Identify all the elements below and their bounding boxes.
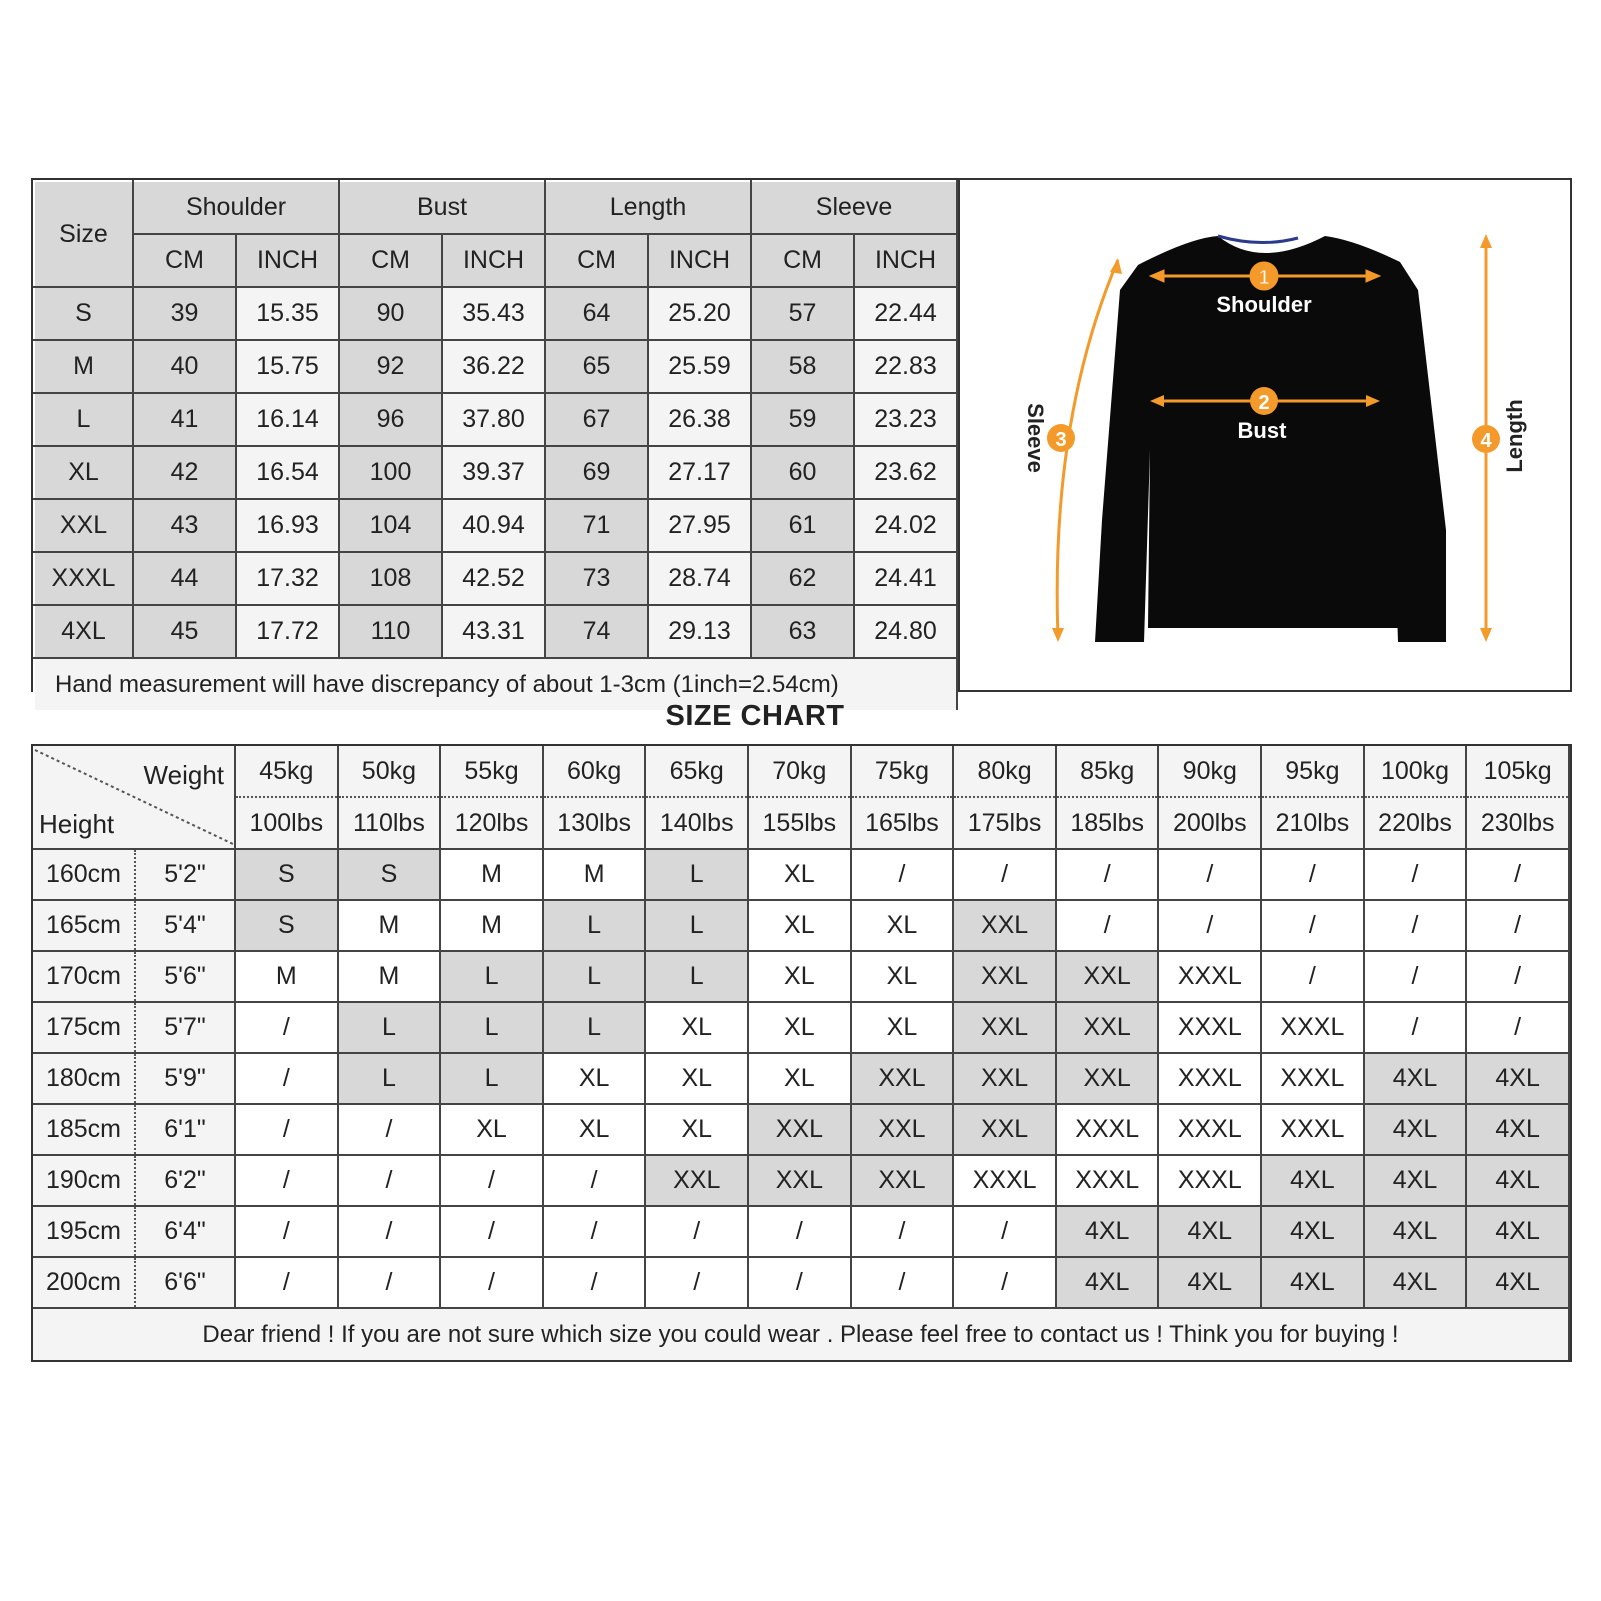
measurement-value: 40 [133,340,236,393]
size-recommendation-cell: 4XL [1158,1206,1261,1257]
size-chart-title: SIZE CHART [665,700,845,732]
measurement-value: 108 [339,552,442,605]
weight-kg-header: 100kg [1364,746,1467,797]
svg-text:2: 2 [1258,392,1270,414]
weight-kg-header: 95kg [1261,746,1364,797]
size-recommendation-cell: / [235,1257,338,1308]
size-recommendation-cell: / [440,1206,543,1257]
size-recommendation-cell: / [1364,951,1467,1002]
size-recommendation-cell: S [235,849,338,900]
height-cm-cell: 195cm [33,1206,135,1257]
measurement-value: 45 [133,605,236,658]
weight-lbs-header: 140lbs [645,797,748,849]
weight-label: Weight [143,760,224,790]
size-recommendation-cell: 4XL [1364,1053,1467,1104]
weight-kg-header: 45kg [235,746,338,797]
measurement-value: 22.44 [854,287,957,340]
measurement-value: 71 [545,499,648,552]
measurement-value: 35.43 [442,287,545,340]
size-recommendation-cell: / [338,1206,441,1257]
size-recommendation-cell: / [748,1257,851,1308]
size-recommendation-cell: M [235,951,338,1002]
measurement-value: 62 [751,552,854,605]
size-recommendation-cell: XXL [953,951,1056,1002]
size-recommendation-cell: / [1261,951,1364,1002]
size-recommendation-cell: 4XL [1056,1206,1159,1257]
measurement-value: 27.17 [648,446,751,499]
measurement-value: 65 [545,340,648,393]
size-recommendation-cell: XXL [851,1155,954,1206]
measurement-value: 24.02 [854,499,957,552]
measurement-value: 43.31 [442,605,545,658]
weight-kg-header: 50kg [338,746,441,797]
size-recommendation-cell: / [1261,900,1364,951]
size-cell: S [34,287,133,340]
length-label: Length [1502,399,1528,473]
weight-lbs-header: 200lbs [1158,797,1261,849]
size-recommendation-cell: / [338,1257,441,1308]
size-recommendation-cell: 4XL [1466,1104,1569,1155]
size-recommendation-cell: / [543,1206,646,1257]
size-recommendation-cell: XL [645,1053,748,1104]
measurement-note: Hand measurement will have discrepancy of about 1-3cm (1inch=2.54cm) [34,658,957,710]
measurement-value: 74 [545,605,648,658]
size-recommendation-cell: XL [543,1053,646,1104]
bust-label: Bust [1237,418,1287,443]
measurement-value: 29.13 [648,605,751,658]
weight-lbs-header: 155lbs [748,797,851,849]
size-recommendation-cell: / [953,1206,1056,1257]
measurement-value: 15.75 [236,340,339,393]
size-recommendation-cell: / [851,849,954,900]
size-recommendation-cell: / [440,1155,543,1206]
size-recommendation-cell: 4XL [1466,1053,1569,1104]
measurement-value: 22.83 [854,340,957,393]
size-recommendation-cell: L [338,1053,441,1104]
size-recommendation-cell: XXL [953,1104,1056,1155]
svg-text:3: 3 [1055,429,1067,451]
measurement-row [34,499,957,552]
height-ft-cell: 6'2" [135,1155,235,1206]
measurement-value: 36.22 [442,340,545,393]
recommendation-section [31,744,1572,1362]
size-recommendation-cell: XXL [953,900,1056,951]
measurement-value: 110 [339,605,442,658]
height-ft-cell: 6'1" [135,1104,235,1155]
size-recommendation-cell: 4XL [1261,1155,1364,1206]
size-recommendation-cell: XXL [1056,1053,1159,1104]
size-recommendation-cell: / [338,1104,441,1155]
group-header-bust: Bust [339,181,545,234]
measurement-value: 23.23 [854,393,957,446]
measurement-section [31,178,1572,698]
size-recommendation-cell: XXXL [1158,1002,1261,1053]
size-recommendation-cell: XXL [953,1053,1056,1104]
weight-kg-header: 105kg [1466,746,1569,797]
weight-lbs-header: 175lbs [953,797,1056,849]
size-recommendation-cell: / [1056,900,1159,951]
measurement-row [34,605,957,658]
measurement-value: 58 [751,340,854,393]
weight-lbs-header: 230lbs [1466,797,1569,849]
unit-header-inch: INCH [442,234,545,287]
weight-kg-header: 60kg [543,746,646,797]
size-recommendation-cell: / [953,1257,1056,1308]
measurement-value: 16.14 [236,393,339,446]
measurement-value: 57 [751,287,854,340]
measurement-row [34,340,957,393]
size-recommendation-cell: XL [748,849,851,900]
size-cell: M [34,340,133,393]
measurement-value: 67 [545,393,648,446]
weight-kg-header: 55kg [440,746,543,797]
size-recommendation-cell: XXXL [1158,1053,1261,1104]
size-recommendation-cell: 4XL [1364,1206,1467,1257]
size-recommendation-cell: 4XL [1466,1206,1569,1257]
measurement-value: 104 [339,499,442,552]
unit-header-cm: CM [339,234,442,287]
size-recommendation-cell: XL [748,1002,851,1053]
size-recommendation-cell: / [1466,900,1569,951]
size-recommendation-cell: L [543,951,646,1002]
size-recommendation-cell: XXL [748,1155,851,1206]
size-recommendation-cell: / [543,1257,646,1308]
size-recommendation-cell: XXXL [1261,1104,1364,1155]
size-recommendation-cell: XL [543,1104,646,1155]
size-recommendation-cell: / [1261,849,1364,900]
measurement-value: 24.41 [854,552,957,605]
measurement-value: 92 [339,340,442,393]
size-recommendation-cell: XXL [953,1002,1056,1053]
size-recommendation-cell: / [235,1002,338,1053]
size-recommendation-cell: XXXL [953,1155,1056,1206]
size-recommendation-cell: 4XL [1364,1104,1467,1155]
size-recommendation-cell: XL [645,1002,748,1053]
size-recommendation-cell: S [235,900,338,951]
weight-kg-header: 70kg [748,746,851,797]
size-recommendation-cell: / [235,1206,338,1257]
size-recommendation-cell: / [440,1257,543,1308]
size-recommendation-cell: XXXL [1158,1104,1261,1155]
height-ft-cell: 6'6" [135,1257,235,1308]
height-ft-cell: 5'2" [135,849,235,900]
height-row [33,1257,1569,1308]
size-recommendation-cell: XL [851,1002,954,1053]
unit-header-cm: CM [133,234,236,287]
height-cm-cell: 190cm [33,1155,135,1206]
unit-header-inch: INCH [648,234,751,287]
size-recommendation-cell: / [1056,849,1159,900]
weight-kg-header: 80kg [953,746,1056,797]
size-recommendation-cell: L [543,1002,646,1053]
unit-header-inch: INCH [236,234,339,287]
size-recommendation-cell: XL [748,951,851,1002]
measurement-value: 96 [339,393,442,446]
height-ft-cell: 5'9" [135,1053,235,1104]
height-row [33,1155,1569,1206]
weight-lbs-header: 220lbs [1364,797,1467,849]
shoulder-label: Shoulder [1216,292,1312,317]
size-recommendation-cell: XL [748,900,851,951]
unit-header-inch: INCH [854,234,957,287]
height-cm-cell: 175cm [33,1002,135,1053]
measurement-value: 27.95 [648,499,751,552]
size-recommendation-cell: / [1364,900,1467,951]
measurement-row [34,287,957,340]
weight-lbs-header: 165lbs [851,797,954,849]
size-recommendation-cell: 4XL [1056,1257,1159,1308]
measurement-value: 61 [751,499,854,552]
unit-header-cm: CM [751,234,854,287]
size-recommendation-cell: 4XL [1364,1155,1467,1206]
size-recommendation-cell: L [645,951,748,1002]
weight-lbs-header: 110lbs [338,797,441,849]
size-recommendation-cell: XXXL [1056,1155,1159,1206]
size-recommendation-cell: / [235,1104,338,1155]
size-recommendation-cell: / [953,849,1056,900]
measurement-value: 25.20 [648,287,751,340]
measurement-value: 43 [133,499,236,552]
measurement-value: 44 [133,552,236,605]
weight-lbs-header: 120lbs [440,797,543,849]
weight-lbs-header: 130lbs [543,797,646,849]
size-recommendation-cell: / [748,1206,851,1257]
size-recommendation-cell: / [851,1257,954,1308]
length-arrow [1472,234,1500,642]
size-recommendation-cell: L [645,849,748,900]
size-recommendation-cell: XL [645,1104,748,1155]
size-recommendation-cell: XXXL [1158,1155,1261,1206]
height-row [33,900,1569,951]
measurement-value: 17.32 [236,552,339,605]
measurement-value: 73 [545,552,648,605]
size-recommendation-cell: / [1158,849,1261,900]
size-recommendation-cell: XXL [851,1053,954,1104]
size-recommendation-cell: / [235,1155,338,1206]
group-header-sleeve: Sleeve [751,181,957,234]
measurement-value: 16.54 [236,446,339,499]
measurement-value: 60 [751,446,854,499]
group-header-shoulder: Shoulder [133,181,339,234]
size-cell: XL [34,446,133,499]
size-recommendation-cell: 4XL [1261,1206,1364,1257]
svg-text:1: 1 [1258,267,1270,289]
measurement-value: 90 [339,287,442,340]
measurement-value: 37.80 [442,393,545,446]
unit-header-cm: CM [545,234,648,287]
size-recommendation-cell: M [338,900,441,951]
measurement-value: 23.62 [854,446,957,499]
size-recommendation-cell: XL [748,1053,851,1104]
height-row [33,951,1569,1002]
measurement-value: 28.74 [648,552,751,605]
garment-diagram [958,180,1570,690]
size-recommendation-cell: XXXL [1158,951,1261,1002]
size-recommendation-cell: XXL [851,1104,954,1155]
height-row [33,1104,1569,1155]
sweater-illustration [960,180,1574,690]
measurement-value: 25.59 [648,340,751,393]
svg-text:4: 4 [1480,430,1492,452]
size-recommendation-cell: / [338,1155,441,1206]
size-recommendation-cell: XXL [1056,1002,1159,1053]
size-header: Size [34,181,133,287]
weight-kg-header: 85kg [1056,746,1159,797]
weight-height-corner [33,746,235,849]
size-recommendation-cell: / [851,1206,954,1257]
size-recommendation-cell: / [645,1206,748,1257]
height-ft-cell: 6'4" [135,1206,235,1257]
group-header-length: Length [545,181,751,234]
weight-lbs-header: 100lbs [235,797,338,849]
measurement-row [34,552,957,605]
size-recommendation-cell: / [543,1155,646,1206]
size-cell: 4XL [34,605,133,658]
height-cm-cell: 170cm [33,951,135,1002]
measurement-table [33,180,958,710]
size-recommendation-cell: / [235,1053,338,1104]
size-recommendation-cell: 4XL [1261,1257,1364,1308]
size-recommendation-cell: / [645,1257,748,1308]
size-recommendation-cell: S [338,849,441,900]
size-recommendation-cell: / [1466,1002,1569,1053]
footer-note: Dear friend ! If you are not sure which size you could wear . Please feel free to contact us ! Think you for buying ! [33,1308,1569,1360]
height-cm-cell: 200cm [33,1257,135,1308]
measurement-value: 16.93 [236,499,339,552]
size-recommendation-cell: / [1466,951,1569,1002]
size-recommendation-cell: XXXL [1261,1053,1364,1104]
size-recommendation-cell: L [645,900,748,951]
size-recommendation-cell: M [440,900,543,951]
measurement-value: 39.37 [442,446,545,499]
size-recommendation-cell: XL [851,951,954,1002]
size-recommendation-cell: L [440,1053,543,1104]
size-recommendation-cell: M [338,951,441,1002]
height-cm-cell: 165cm [33,900,135,951]
recommendation-table [33,746,1570,1360]
size-recommendation-cell: L [440,951,543,1002]
height-ft-cell: 5'6" [135,951,235,1002]
height-row [33,1053,1569,1104]
height-ft-cell: 5'4" [135,900,235,951]
height-cm-cell: 180cm [33,1053,135,1104]
measurement-value: 100 [339,446,442,499]
size-recommendation-cell: XXXL [1261,1002,1364,1053]
size-recommendation-cell: / [1466,849,1569,900]
weight-kg-header: 90kg [1158,746,1261,797]
sleeve-label: Sleeve [1023,403,1049,473]
height-row [33,1206,1569,1257]
size-recommendation-cell: M [543,849,646,900]
size-recommendation-cell: L [543,900,646,951]
height-cm-cell: 160cm [33,849,135,900]
height-label: Height [39,809,115,839]
size-cell: L [34,393,133,446]
measurement-value: 41 [133,393,236,446]
size-recommendation-cell: XXL [645,1155,748,1206]
size-recommendation-cell: / [1364,1002,1467,1053]
size-recommendation-cell: XL [440,1104,543,1155]
size-recommendation-cell: XXXL [1056,1104,1159,1155]
weight-lbs-header: 185lbs [1056,797,1159,849]
size-recommendation-cell: 4XL [1158,1257,1261,1308]
measurement-value: 24.80 [854,605,957,658]
measurement-value: 26.38 [648,393,751,446]
measurement-row [34,393,957,446]
measurement-value: 40.94 [442,499,545,552]
measurement-value: 64 [545,287,648,340]
size-recommendation-cell: 4XL [1364,1257,1467,1308]
measurement-row [34,446,957,499]
measurement-value: 42 [133,446,236,499]
measurement-value: 59 [751,393,854,446]
measurement-value: 63 [751,605,854,658]
size-recommendation-cell: M [440,849,543,900]
height-row [33,849,1569,900]
measurement-value: 15.35 [236,287,339,340]
height-row [33,1002,1569,1053]
size-recommendation-cell: / [1364,849,1467,900]
height-ft-cell: 5'7" [135,1002,235,1053]
size-cell: XXL [34,499,133,552]
size-recommendation-cell: 4XL [1466,1257,1569,1308]
measurement-value: 39 [133,287,236,340]
measurement-value: 17.72 [236,605,339,658]
measurement-value: 69 [545,446,648,499]
weight-kg-header: 65kg [645,746,748,797]
size-recommendation-cell: L [338,1002,441,1053]
size-recommendation-cell: XL [851,900,954,951]
size-cell: XXXL [34,552,133,605]
height-cm-cell: 185cm [33,1104,135,1155]
size-recommendation-cell: L [440,1002,543,1053]
size-recommendation-cell: / [1158,900,1261,951]
size-recommendation-cell: XXL [1056,951,1159,1002]
weight-lbs-header: 210lbs [1261,797,1364,849]
weight-kg-header: 75kg [851,746,954,797]
size-recommendation-cell: 4XL [1466,1155,1569,1206]
size-recommendation-cell: XXL [748,1104,851,1155]
collar-trim [1218,236,1298,243]
measurement-value: 42.52 [442,552,545,605]
